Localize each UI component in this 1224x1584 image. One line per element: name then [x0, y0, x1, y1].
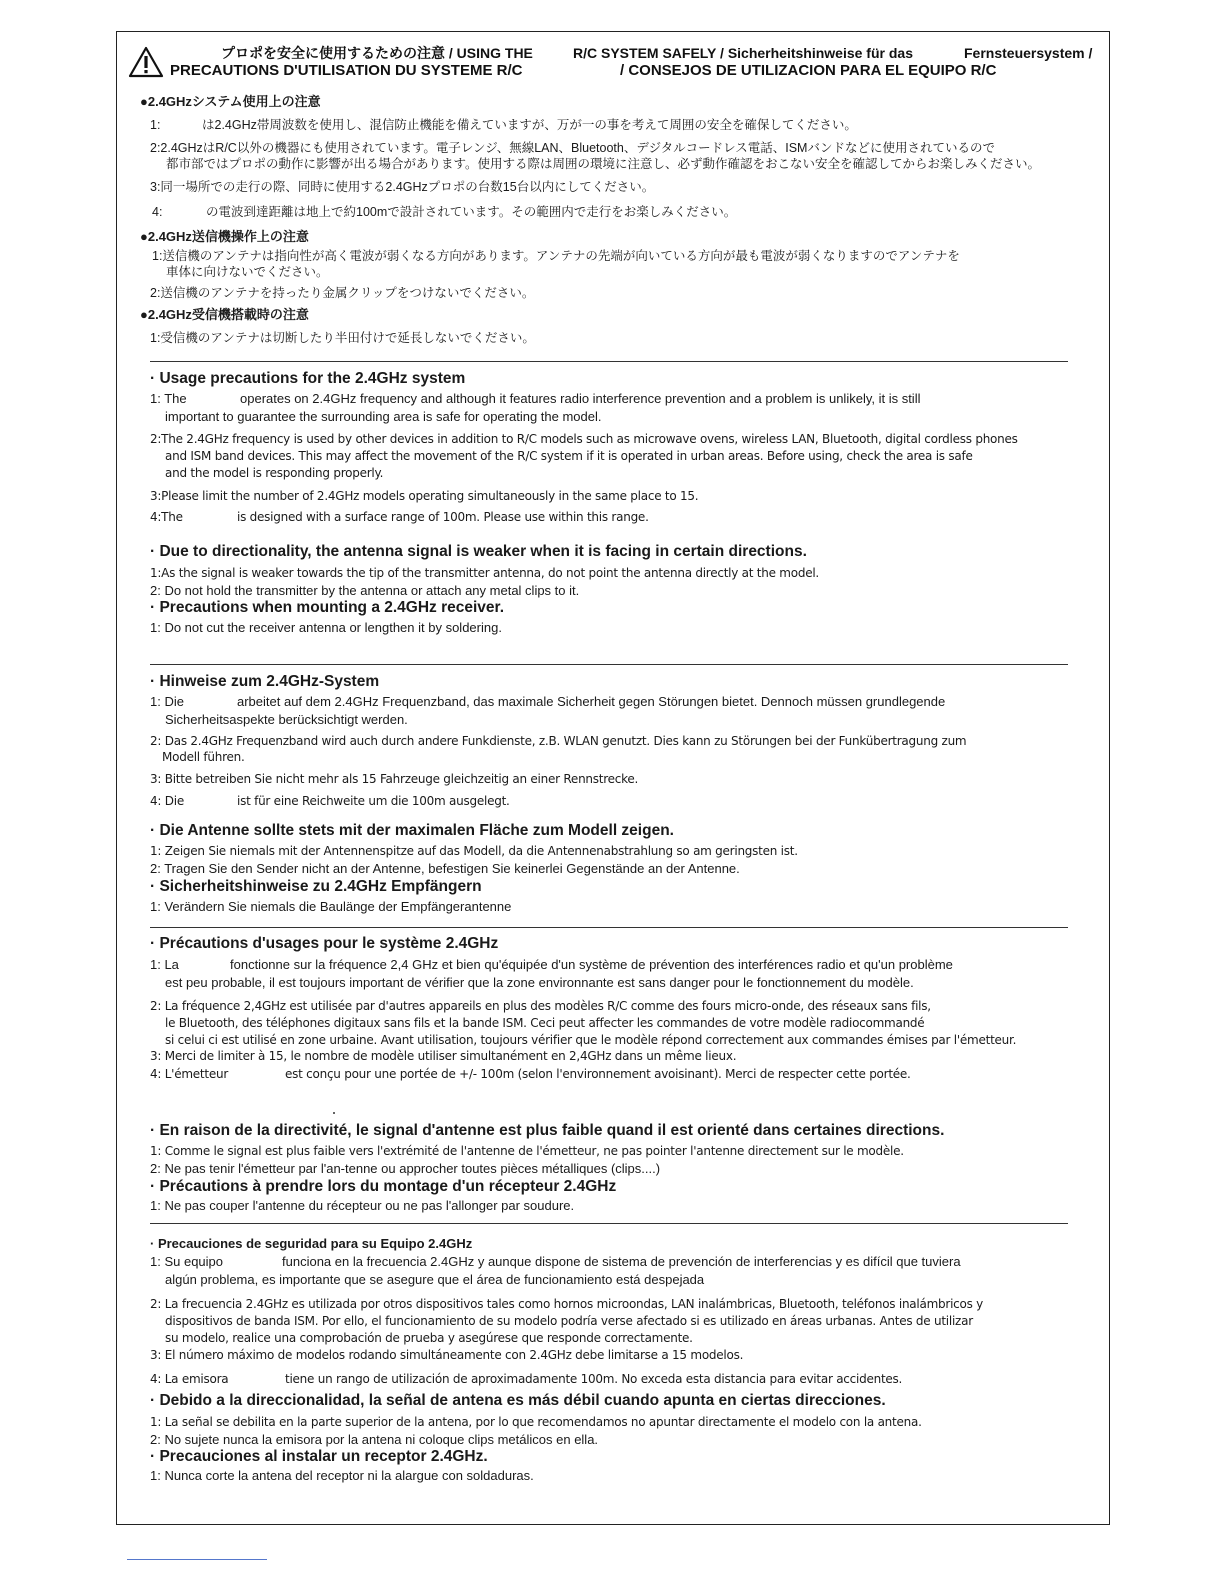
fr-section-title-usage: · Précautions d'usages pour le système 2.4GHz — [150, 935, 499, 952]
fr-text-line: 3: Merci de limiter à 15, le nombre de modèle utiliser simultanément en 2,4GHz dans un même lieux. — [150, 1049, 737, 1063]
jp-text-line: は2.4GHz帯周波数を使用し、混信防止機能を備えていますが、万が一の事を考えて周囲の安全を確保してください。 — [202, 118, 857, 132]
de-text-line: Sicherheitsaspekte berücksichtigt werden. — [165, 712, 408, 727]
fr-text-line: 4: L'émetteur — [150, 1067, 229, 1081]
en-section-title-usage: · Usage precautions for the 2.4GHz system — [150, 370, 466, 387]
fr-text-line: 2: La fréquence 2,4GHz est utilisée par d'autres appareils en plus des modèles R/C comme des fours micro-onde, des réseaux sans fils, — [150, 999, 931, 1013]
warning-triangle-icon — [128, 46, 164, 78]
jp-text-line: の電波到達距離は地上で約100mで設計されています。その範囲内で走行をお楽しみください。 — [206, 205, 737, 219]
jp-item-number: 4: — [152, 205, 163, 219]
de-text-line: 1: Die — [150, 694, 184, 709]
section-divider — [150, 927, 1068, 928]
fr-text-line: 2: Ne pas tenir l'émetteur par l'an-tenne ou approcher toutes pièces métalliques (clips....) — [150, 1161, 661, 1176]
es-text-line: 4: La emisora — [150, 1372, 229, 1386]
fr-text-line: le Bluetooth, des téléphones digitaux sans fils et la bande ISM. Ceci peut affecter les commandes de votre modèle radiocommandé — [165, 1016, 925, 1030]
es-text-line: 2: No sujete nunca la emisora por la antena ni coloque clips metálicos en ella. — [150, 1432, 599, 1447]
es-text-line: 3: El número máximo de modelos rodando simultáneamente con 2.4GHz debe limitarse a 15 modelos. — [150, 1348, 744, 1362]
en-text-line: 1:As the signal is weaker towards the tip of the transmitter antenna, do not point the antenna directly at the model. — [150, 566, 819, 580]
de-text-line: 2: Tragen Sie den Sender nicht an der Antenne, befestigen Sie keinerlei Gegenstände an der Antenne. — [150, 861, 740, 876]
header-title-de: Fernsteuersystem / — [964, 45, 1093, 61]
section-divider — [150, 1223, 1068, 1224]
fr-text-line: est conçu pour une portée de +/- 100m (selon l'environnement avoisinant). Merci de respecter cette portée. — [285, 1067, 911, 1081]
en-text-line: 1: The — [150, 391, 187, 406]
en-section-title-receiver: · Precautions when mounting a 2.4GHz receiver. — [150, 599, 505, 616]
en-text-line: is designed with a surface range of 100m. Please use within this range. — [237, 510, 649, 524]
fr-text-line: si celui ci est utilisé en zone urbaine. Avant utilisation, toujours vérifier que le modèle répond correctement aux commandes émises par l'émetteur. — [165, 1033, 1017, 1047]
stray-dot — [333, 1112, 335, 1114]
header-title-es: / CONSEJOS DE UTILIZACION PARA EL EQUIPO R/C — [620, 62, 997, 79]
en-text-line: 3:Please limit the number of 2.4GHz models operating simultaneously in the same place to 15. — [150, 489, 699, 503]
de-text-line: Modell führen. — [162, 750, 245, 764]
es-text-line: dispositivos de banda ISM. Por ello, el funcionamiento de su modelo podría verse afectado si es utilizado en áreas urbanas. Antes de utilizar — [165, 1314, 973, 1328]
header-title-jp-en: プロポを安全に使用するための注意 / USING THE — [221, 45, 533, 61]
header-title-fr: PRECAUTIONS D'UTILISATION DU SYSTEME R/C — [170, 62, 523, 79]
en-text-line: 2:The 2.4GHz frequency is used by other devices in addition to R/C models such as microwave ovens, wireless LAN, Bluetooth, digital cordless phones — [150, 432, 1018, 446]
jp-section-title-transmitter: ●2.4GHz送信機操作上の注意 — [140, 229, 309, 244]
fr-text-line: est peu probable, il est toujours important de vérifier que la zone environnante est sans danger pour le fonctionnement du modèle. — [165, 975, 914, 990]
en-section-title-directionality: · Due to directionality, the antenna signal is weaker when it is facing in certain directions. — [150, 543, 807, 560]
es-text-line: 1: Su equipo — [150, 1254, 224, 1269]
es-section-title-directionality: · Debido a la direccionalidad, la señal de antena es más débil cuando apunta en ciertas direcciones. — [150, 1392, 886, 1409]
es-text-line: 1: Nunca corte la antena del receptor ni la alargue con soldaduras. — [150, 1468, 534, 1483]
de-text-line: 3: Bitte betreiben Sie nicht mehr als 15 Fahrzeuge gleichzeitig an einer Rennstrecke. — [150, 772, 639, 786]
es-section-title-receiver: · Precauciones al instalar un receptor 2.4GHz. — [150, 1448, 488, 1465]
en-text-line: 2: Do not hold the transmitter by the antenna or attach any metal clips to it. — [150, 583, 580, 598]
jp-section-title-receiver: ●2.4GHz受信機搭載時の注意 — [140, 307, 309, 322]
footer-rule — [127, 1559, 267, 1560]
en-text-line: and the model is responding properly. — [165, 466, 384, 480]
jp-text-line: 2:送信機のアンテナを持ったり金属クリップをつけないでください。 — [150, 286, 535, 300]
jp-item-number: 1: — [150, 118, 161, 132]
jp-text-line: 2:2.4GHzはR/C以外の機器にも使用されています。電子レンジ、無線LAN、Bluetooth、デジタルコードレス電話、ISMバンドなどに使用されているので — [150, 141, 995, 155]
fr-text-line: 1: Ne pas couper l'antenne du récepteur ou ne pas l'allonger par soudure. — [150, 1198, 575, 1213]
es-text-line: tiene un rango de utilización de aproximadamente 100m. No exceda esta distancia para evitar accidentes. — [285, 1372, 903, 1386]
en-text-line: 4:The — [150, 510, 183, 524]
es-text-line: su modelo, realice una comprobación de prueba y asegúrese que responde correctamente. — [165, 1331, 693, 1345]
fr-section-title-directionality: · En raison de la directivité, le signal d'antenne est plus faible quand il est orienté dans certaines directions. — [150, 1122, 945, 1139]
de-text-line: 2: Das 2.4GHz Frequenzband wird auch durch andere Funkdienste, z.B. WLAN genutzt. Dies kann zu Störungen bei der Funkübertragung zum — [150, 734, 967, 748]
de-text-line: 1: Zeigen Sie niemals mit der Antennenspitze auf das Modell, da die Antennenabstrahlung so am geringsten ist. — [150, 844, 798, 858]
es-text-line: funciona en la frecuencia 2.4GHz y aunque dispone de sistema de prevención de interferencias y es difícil que tuviera — [282, 1254, 961, 1269]
es-text-line: 2: La frecuencia 2.4GHz es utilizada por otros dispositivos tales como hornos microondas, LAN inalámbricas, Bluetooth, teléfonos inalámbricos y — [150, 1297, 984, 1311]
en-text-line: and ISM band devices. This may affect the movement of the R/C system if it is operated in urban areas. Before using, check the area is safe — [165, 449, 973, 463]
de-text-line: arbeitet auf dem 2.4GHz Frequenzband, das maximale Sicherheit gegen Störungen bietet. Dennoch müssen grundlegende — [237, 694, 946, 709]
de-section-title-receiver: · Sicherheitshinweise zu 2.4GHz Empfängern — [150, 878, 482, 895]
fr-text-line: 1: Comme le signal est plus faible vers l'extrémité de l'antenne de l'émetteur, ne pas pointer l'antenne directement sur le modèle. — [150, 1144, 904, 1158]
en-text-line: important to guarantee the surrounding area is safe for operating the model. — [165, 409, 602, 424]
jp-text-line: 都市部ではプロポの動作に影響が出る場合があります。使用する際は周囲の環境に注意し、必ず動作確認をおこない安全を確認してからお楽しみください。 — [166, 157, 1041, 171]
de-text-line: 1: Verändern Sie niemals die Baulänge der Empfängerantenne — [150, 899, 512, 914]
jp-text-line: 1:送信機のアンテナは指向性が高く電波が弱くなる方向があります。アンテナの先端が向いている方向が最も電波が弱くなりますのでアンテナを — [152, 249, 960, 263]
jp-text-line: 1:受信機のアンテナは切断したり半田付けで延長しないでください。 — [150, 331, 535, 345]
fr-text-line: 1: La — [150, 957, 179, 972]
jp-text-line: 車体に向けないでください。 — [166, 265, 329, 279]
de-section-title-system: · Hinweise zum 2.4GHz-System — [150, 673, 380, 690]
es-text-line: 1: La señal se debilita en la parte superior de la antena, por lo que recomendamos no apuntar directamente el modelo con la antena. — [150, 1415, 922, 1429]
de-text-line: ist für eine Reichweite um die 100m ausgelegt. — [237, 794, 510, 808]
en-text-line: operates on 2.4GHz frequency and although it features radio interference prevention and a problem is unlikely, it is still — [240, 391, 921, 406]
es-text-line: algún problema, es importante que se asegure que el área de funcionamiento está despejada — [165, 1272, 705, 1287]
de-section-title-antenna: · Die Antenne sollte stets mit der maximalen Fläche zum Modell zeigen. — [150, 822, 674, 839]
en-text-line: 1: Do not cut the receiver antenna or lengthen it by soldering. — [150, 620, 502, 635]
header-title-en-de: R/C SYSTEM SAFELY / Sicherheitshinweise für das — [573, 45, 913, 61]
es-section-title-safety: · Precauciones de seguridad para su Equipo 2.4GHz — [150, 1236, 473, 1251]
section-divider — [150, 664, 1068, 665]
fr-text-line: fonctionne sur la fréquence 2,4 GHz et bien qu'équipée d'un système de prévention des interférences radio et qu'un problème — [230, 957, 953, 972]
fr-section-title-receiver: · Précautions à prendre lors du montage d'un récepteur 2.4GHz — [150, 1178, 617, 1195]
jp-section-title-system: ●2.4GHzシステム使用上の注意 — [140, 94, 321, 109]
de-text-line: 4: Die — [150, 794, 184, 808]
section-divider — [150, 361, 1068, 362]
jp-text-line: 3:同一場所での走行の際、同時に使用する2.4GHzプロポの台数15台以内にしてください。 — [150, 180, 655, 194]
